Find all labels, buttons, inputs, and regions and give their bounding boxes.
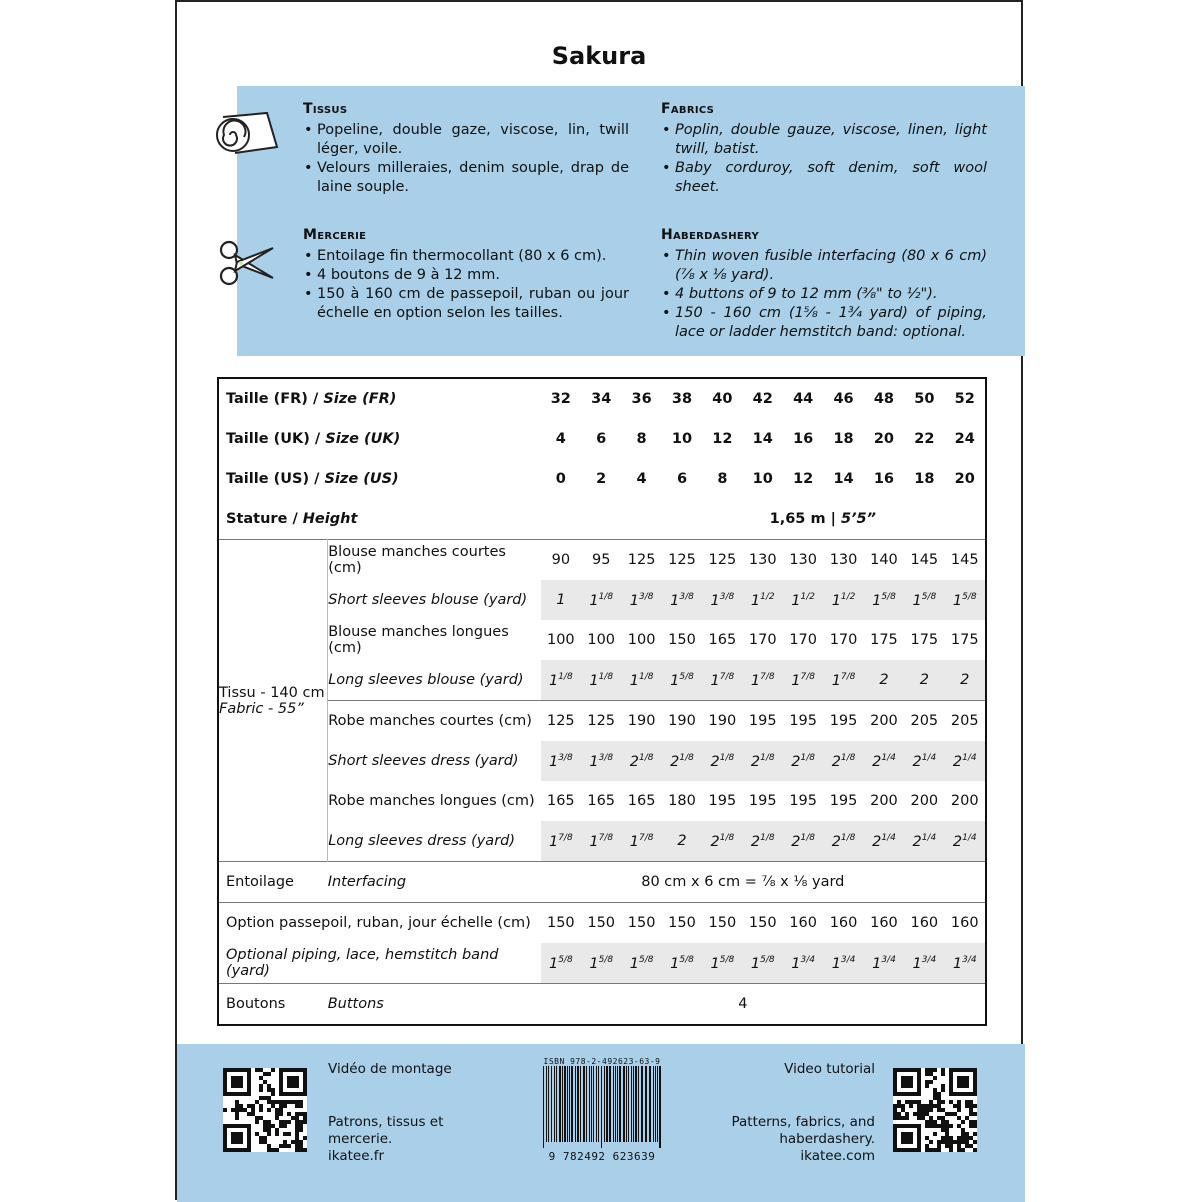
- size-label: Taille (FR) / Size (FR): [226, 391, 397, 407]
- table-cell: 200: [864, 701, 904, 742]
- qr-code-en: [893, 1068, 977, 1152]
- table-cell: 2: [864, 660, 904, 701]
- table-cell: 195: [823, 701, 863, 742]
- table-cell: $1^{5/8}$: [621, 943, 661, 984]
- qr-code-fr: [223, 1068, 307, 1152]
- notions-en-heading: Haberdashery: [661, 227, 760, 243]
- size-value: 18: [833, 431, 854, 447]
- table-cell: 205: [904, 701, 944, 742]
- table-cell: $1^{7/8}$: [621, 821, 661, 862]
- size-label: Taille (UK) / Size (UK): [226, 431, 401, 447]
- list-item: • Velours milleraies, denim souple, drap de laine souple.: [317, 159, 629, 197]
- list-item: • 4 buttons of 9 to 12 mm (⅜" to ½").: [675, 285, 987, 304]
- size-value: 48: [873, 391, 895, 407]
- size-value: 4: [636, 471, 647, 487]
- table-cell: 160: [945, 903, 986, 944]
- list-item: • Thin woven fusible interfacing (80 x 6 cm) (⅞ x ⅛ yard).: [675, 247, 987, 285]
- notions-en-section: [661, 226, 987, 342]
- table-cell: $1^{3/8}$: [702, 580, 742, 620]
- table-cell: 150: [668, 632, 696, 648]
- size-row: [218, 459, 986, 499]
- table-cell: $2^{1/8}$: [823, 741, 863, 781]
- table-cell: 195: [708, 793, 737, 809]
- table-cell: $1^{7/8}$: [783, 660, 823, 701]
- table-cell: 160: [823, 903, 863, 944]
- interfacing-label-en: Interfacing: [328, 862, 541, 903]
- shop-fr-text: [328, 1114, 443, 1165]
- fabrics-en-section: [661, 100, 987, 197]
- table-cell: $2^{1/8}$: [702, 741, 742, 781]
- size-value: 34: [591, 391, 612, 407]
- fabric-row-label: Robe manches longues (cm): [328, 793, 535, 809]
- table-cell: 165: [587, 793, 616, 809]
- table-cell: 150: [702, 903, 742, 944]
- stature-value: 1,65 m | 5’5”: [769, 511, 876, 527]
- table-cell: $1^{3/4}$: [783, 943, 823, 984]
- fabric-row: [218, 620, 986, 660]
- table-cell: 140: [864, 540, 904, 581]
- table-cell: 165: [546, 793, 575, 809]
- table-cell: $1^{3/8}$: [621, 580, 661, 620]
- fabric-row: [218, 701, 986, 742]
- table-cell: $1^{1/2}$: [743, 580, 783, 620]
- table-cell: $1^{7/8}$: [702, 660, 742, 701]
- table-cell: 2: [662, 821, 702, 862]
- list-item: • 4 boutons de 9 à 12 mm.: [317, 266, 629, 285]
- table-cell: 195: [789, 793, 817, 809]
- table-cell: $1^{5/8}$: [662, 660, 702, 701]
- buttons-label-fr: Boutons: [218, 984, 328, 1026]
- fabric-row-label: Robe manches courtes (cm): [328, 701, 541, 742]
- table-cell: 2: [904, 660, 944, 701]
- table-cell: 160: [864, 903, 904, 944]
- size-value: 6: [676, 471, 688, 487]
- size-value: 20: [873, 431, 895, 447]
- interfacing-value: 80 cm x 6 cm = ⅞ x ⅛ yard: [541, 862, 986, 903]
- fabric-row-label: Short sleeves dress (yard): [328, 753, 519, 769]
- table-cell: 130: [823, 540, 863, 581]
- table-cell: 195: [748, 793, 777, 809]
- table-cell: 195: [743, 701, 783, 742]
- table-cell: 160: [783, 903, 823, 944]
- table-cell: 190: [702, 701, 742, 742]
- table-cell: $1^{7/8}$: [541, 821, 581, 862]
- size-value: 22: [914, 431, 935, 447]
- table-cell: $1^{1/8}$: [541, 660, 581, 701]
- table-cell: 200: [870, 793, 898, 809]
- table-cell: $2^{1/8}$: [823, 821, 863, 862]
- piping-label-en: Optional piping, lace, hemstitch band (yard): [226, 947, 499, 979]
- table-cell: $1^{7/8}$: [581, 821, 621, 862]
- table-cell: 200: [910, 793, 939, 809]
- barcode-number: 9 782492 623639: [548, 1150, 656, 1163]
- table-cell: $1^{7/8}$: [743, 660, 783, 701]
- shop-en-line1: Patterns, fabrics, and: [731, 1114, 875, 1130]
- table-cell: 150: [581, 903, 621, 944]
- size-row: [218, 378, 986, 419]
- size-row: [218, 419, 986, 459]
- table-cell: $1^{5/8}$: [743, 943, 783, 984]
- size-label: Taille (US) / Size (US): [226, 471, 399, 487]
- table-cell: 165: [708, 632, 737, 648]
- size-value: 36: [631, 391, 652, 407]
- table-cell: $2^{1/8}$: [783, 741, 823, 781]
- size-value: 40: [712, 391, 733, 407]
- table-cell: $2^{1/4}$: [904, 821, 944, 862]
- footer-panel: [177, 1044, 1025, 1202]
- video-tutorial-en: Video tutorial: [784, 1061, 875, 1077]
- table-cell: $1^{3/4}$: [904, 943, 944, 984]
- fabrics-fr-section: [303, 100, 629, 197]
- shop-fr-line1: Patrons, tissus et: [328, 1114, 444, 1130]
- table-cell: $1^{3/4}$: [823, 943, 863, 984]
- table-cell: 100: [587, 632, 616, 648]
- size-value: 16: [873, 471, 895, 487]
- table-cell: 125: [541, 701, 581, 742]
- list-item: • Entoilage fin thermocollant (80 x 6 cm).: [317, 247, 629, 266]
- table-cell: 175: [910, 632, 939, 648]
- table-cell: 190: [662, 701, 702, 742]
- size-value: 4: [555, 431, 566, 447]
- fabric-row-label: Blouse manches courtes (cm): [328, 540, 541, 581]
- size-value: 12: [793, 471, 814, 487]
- size-value: 24: [954, 431, 975, 447]
- size-value: 6: [596, 431, 607, 447]
- table-cell: $1^{3/4}$: [864, 943, 904, 984]
- size-value: 8: [717, 471, 728, 487]
- piping-label-fr: Option passepoil, ruban, jour échelle (cm): [218, 903, 541, 944]
- table-cell: $2^{1/8}$: [662, 741, 702, 781]
- table-cell: $1^{1/8}$: [581, 580, 621, 620]
- size-value: 14: [833, 471, 854, 487]
- buttons-row: [218, 984, 986, 1026]
- table-cell: 205: [945, 701, 986, 742]
- list-item: • 150 - 160 cm (1⅝ - 1¾ yard) of piping, lace or ladder hemstitch band: optional.: [675, 304, 987, 342]
- table-cell: $2^{1/4}$: [945, 821, 986, 862]
- table-cell: $1^{5/8}$: [581, 943, 621, 984]
- table-cell: 170: [748, 632, 777, 648]
- site-fr-link[interactable]: ikatee.fr: [328, 1148, 385, 1164]
- scissors-icon: [217, 238, 277, 288]
- size-value: 14: [752, 431, 773, 447]
- piping-yard-row: [218, 943, 986, 984]
- table-cell: 125: [702, 540, 742, 581]
- size-value: 38: [671, 391, 693, 407]
- table-cell: $1^{1/2}$: [783, 580, 823, 620]
- piping-row: [218, 903, 986, 944]
- fabric-row-label: Long sleeves dress (yard): [328, 833, 516, 849]
- table-cell: 150: [621, 903, 661, 944]
- notions-fr-heading: Mercerie: [303, 227, 367, 243]
- size-value: 18: [914, 471, 935, 487]
- table-cell: 125: [662, 540, 702, 581]
- table-cell: 175: [950, 632, 979, 648]
- size-value: 10: [752, 471, 773, 487]
- pattern-back-cover: [175, 0, 1023, 1200]
- table-cell: 125: [581, 701, 621, 742]
- fabric-width-label: Tissu - 140 cm Fabric - 55”: [218, 540, 328, 862]
- size-value: 50: [914, 391, 935, 407]
- table-cell: 190: [621, 701, 661, 742]
- fabrics-en-heading: Fabrics: [661, 101, 715, 117]
- table-cell: 160: [904, 903, 944, 944]
- shop-fr-line2: mercerie.: [328, 1131, 393, 1147]
- shop-en-line2: haberdashery.: [779, 1131, 875, 1147]
- table-cell: $2^{1/8}$: [621, 741, 661, 781]
- list-item: • 150 à 160 cm de passepoil, ruban ou jour échelle en option selon les tailles.: [317, 285, 629, 323]
- table-cell: $1^{5/8}$: [864, 580, 904, 620]
- table-cell: $1^{5/8}$: [702, 943, 742, 984]
- list-item: • Baby corduroy, soft denim, soft wool sheet.: [675, 159, 987, 197]
- size-value: 2: [596, 471, 607, 487]
- size-value: 32: [550, 391, 571, 407]
- table-cell: 175: [870, 632, 898, 648]
- table-cell: $2^{1/4}$: [904, 741, 944, 781]
- table-cell: 170: [829, 632, 858, 648]
- table-cell: $1^{3/8}$: [581, 741, 621, 781]
- table-cell: 130: [743, 540, 783, 581]
- table-cell: $1^{3/8}$: [662, 580, 702, 620]
- table-cell: 90: [541, 540, 581, 581]
- video-tutorial-fr: Vidéo de montage: [328, 1061, 452, 1077]
- table-cell: 150: [662, 903, 702, 944]
- table-cell: 130: [783, 540, 823, 581]
- table-cell: $1^{5/8}$: [662, 943, 702, 984]
- table-cell: $1^{5/8}$: [904, 580, 944, 620]
- table-cell: $1^{3/4}$: [945, 943, 986, 984]
- size-value: 16: [793, 431, 814, 447]
- size-value: 52: [954, 391, 975, 407]
- fabric-row-label: Long sleeves blouse (yard): [328, 672, 524, 688]
- size-value: 42: [752, 391, 773, 407]
- table-cell: 100: [627, 632, 656, 648]
- table-cell: $2^{1/8}$: [743, 821, 783, 862]
- table-cell: $1^{5/8}$: [541, 943, 581, 984]
- table-cell: $1^{1/8}$: [621, 660, 661, 701]
- list-item: • Poplin, double gauze, viscose, linen, light twill, batist.: [675, 121, 987, 159]
- table-cell: $2^{1/4}$: [864, 741, 904, 781]
- fabric-row-label: Blouse manches longues (cm): [328, 624, 509, 656]
- size-value: 10: [671, 431, 693, 447]
- table-cell: $2^{1/8}$: [783, 821, 823, 862]
- table-cell: $1^{1/2}$: [823, 580, 863, 620]
- buttons-label-en: Buttons: [328, 984, 541, 1026]
- table-cell: 150: [743, 903, 783, 944]
- fabric-row: [218, 821, 986, 862]
- table-cell: 145: [945, 540, 986, 581]
- shop-en-text: [731, 1114, 875, 1165]
- table-cell: 180: [668, 793, 696, 809]
- barcode: [537, 1057, 667, 1167]
- table-cell: 195: [829, 793, 858, 809]
- fabric-row: [218, 660, 986, 701]
- size-value: 46: [833, 391, 854, 407]
- isbn-text: ISBN 978-2-492623-63-9: [543, 1057, 661, 1066]
- table-cell: $1^{7/8}$: [823, 660, 863, 701]
- table-cell: 2: [945, 660, 986, 701]
- table-cell: 150: [541, 903, 581, 944]
- page-title: Sakura: [551, 42, 647, 70]
- table-cell: $1^{3/8}$: [541, 741, 581, 781]
- table-cell: $2^{1/8}$: [743, 741, 783, 781]
- barcode-bars: [537, 1066, 667, 1148]
- table-cell: 145: [904, 540, 944, 581]
- table-cell: 195: [783, 701, 823, 742]
- size-value: 0: [555, 471, 566, 487]
- fabric-roll-icon: [215, 107, 279, 157]
- size-chart-table: [217, 377, 987, 1026]
- table-cell: 95: [581, 540, 621, 581]
- interfacing-row: [218, 862, 986, 903]
- interfacing-label-fr: Entoilage: [218, 862, 328, 903]
- fabric-row: [218, 580, 986, 620]
- table-cell: $1^{1/8}$: [581, 660, 621, 701]
- table-cell: 1: [541, 580, 581, 620]
- fabric-row: [218, 781, 986, 821]
- size-value: 8: [636, 431, 647, 447]
- size-value: 12: [712, 431, 733, 447]
- table-cell: $2^{1/4}$: [945, 741, 986, 781]
- size-value: 44: [793, 391, 814, 407]
- fabric-row: [218, 540, 986, 581]
- table-cell: 170: [789, 632, 817, 648]
- table-cell: 125: [621, 540, 661, 581]
- size-value: 20: [954, 471, 975, 487]
- list-item: • Popeline, double gaze, viscose, lin, twill léger, voile.: [317, 121, 629, 159]
- fabric-row-label: Short sleeves blouse (yard): [328, 592, 528, 608]
- notions-fr-section: [303, 226, 629, 323]
- site-en-link[interactable]: ikatee.com: [800, 1148, 875, 1164]
- stature-row: [218, 499, 986, 540]
- table-cell: $1^{5/8}$: [945, 580, 986, 620]
- table-cell: $2^{1/4}$: [864, 821, 904, 862]
- table-cell: 200: [950, 793, 979, 809]
- table-cell: 165: [627, 793, 656, 809]
- fabric-row: [218, 741, 986, 781]
- buttons-value: 4: [541, 984, 986, 1026]
- stature-label: Stature / Height: [226, 511, 358, 527]
- table-cell: 100: [546, 632, 575, 648]
- table-cell: $2^{1/8}$: [702, 821, 742, 862]
- fabrics-fr-heading: Tissus: [303, 101, 348, 117]
